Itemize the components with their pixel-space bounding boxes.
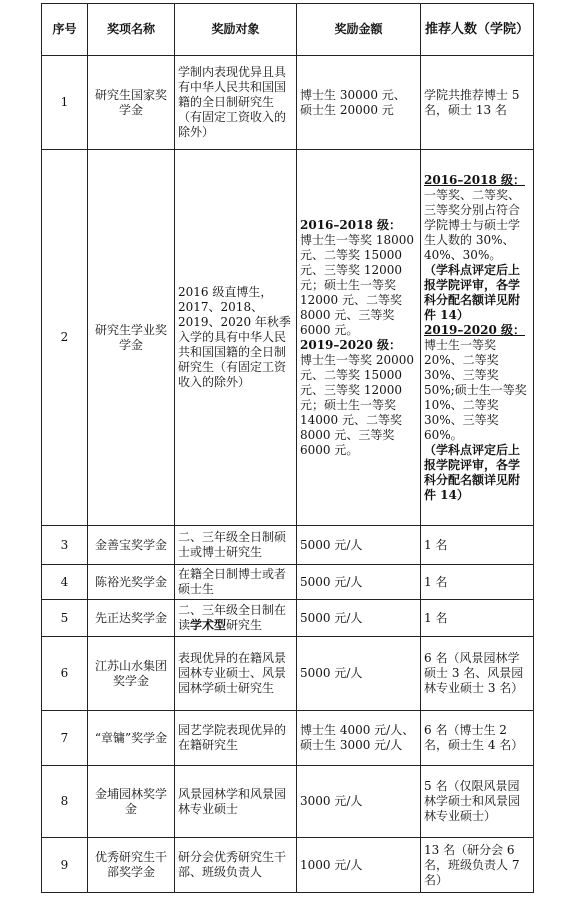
row-amount: 5000 元/人 — [297, 637, 421, 711]
header-name: 奖项名称 — [88, 4, 175, 56]
row-seq: 5 — [42, 600, 88, 637]
quota-cohort-text: 博士生一等奖 20%、二等奖 30%、三等奖 50%;硕士生一等奖 10%、二等奖 30%、三等奖 60%。 — [424, 337, 527, 442]
header-target: 奖励对象 — [175, 4, 297, 56]
row-target: 二、三年级全日制硕士或博士研究生 — [175, 526, 297, 565]
quota-cohort-text: 一等奖、二等奖、三等奖分别占符合学院博士与硕士学生人数的 30%、40%、30%。 — [424, 187, 521, 262]
table-row — [42, 150, 534, 526]
row-seq: 9 — [42, 838, 88, 893]
row-award-name: 金埔园林奖学金 — [88, 766, 175, 838]
table-row — [42, 56, 534, 150]
header-seq: 序号 — [42, 4, 88, 56]
row-target: 学制内表现优异且具有中华人民共和国国籍的全日制研究生（有固定工资收入的除外） — [175, 56, 297, 150]
table-row — [42, 565, 534, 600]
row-target: 2016 级直博生，2017、2018、2019、2020 年秋季入学的具有中华人民共和国国籍的全日制研究生（有固定工资收入的除外） — [175, 150, 297, 526]
amount-cohort-text: 博士生一等奖 20000 元、二等奖 15000 元、三等奖 12000 元；硕士生一等奖 14000 元、二等奖 8000 元、三等奖 6000 元。 — [300, 352, 414, 457]
row-target: 表现优异的在籍风景园林专业硕士、风景园林学硕士研究生 — [175, 637, 297, 711]
scholarship-table — [41, 3, 534, 893]
quota-note: （学科点评定后上报学院评审，各学科分配名额详见附件 14） — [424, 442, 521, 502]
row-quota: 1 名 — [421, 565, 534, 600]
row-quota: 学院共推荐博士 5 名，硕士 13 名 — [421, 56, 534, 150]
row-amount: 1000 元/人 — [297, 838, 421, 893]
amount-cohort-text: 博士生一等奖 18000 元、二等奖 15000 元、三等奖 12000 元；硕士生一等奖 12000 元、二等奖 8000 元、三等奖 6000 元。 — [300, 232, 414, 337]
row-seq: 2 — [42, 150, 88, 526]
header-amount: 奖励金额 — [297, 4, 421, 56]
table-row — [42, 711, 534, 766]
table-row — [42, 766, 534, 838]
row-target: 在籍全日制博士或者硕士生 — [175, 565, 297, 600]
row-award-name: “章镛”奖学金 — [88, 711, 175, 766]
quota-cohort-heading: 2016–2018 级： — [424, 172, 525, 187]
row-amount: 3000 元/人 — [297, 766, 421, 838]
target-text: 二、三年级全日制在读 — [178, 603, 287, 632]
row-award-name: 研究生国家奖学金 — [88, 56, 175, 150]
row-amount: 5000 元/人 — [297, 600, 421, 637]
row-quota: 6 名（博士生 2 名，硕士生 4 名） — [421, 711, 534, 766]
amount-cohort-heading: 2019–2020 级： — [300, 337, 401, 352]
row-quota: 1 名 — [421, 600, 534, 637]
row-award-name: 优秀研究生干部奖学金 — [88, 838, 175, 893]
row-amount: 博士生 4000 元/人、硕士生 3000 元/人 — [297, 711, 421, 766]
table-row — [42, 637, 534, 711]
row-amount — [297, 150, 421, 526]
row-seq: 6 — [42, 637, 88, 711]
quota-cohort-heading: 2019–2020 级： — [424, 322, 525, 337]
row-target: 风景园林学和风景园林专业硕士 — [175, 766, 297, 838]
row-seq: 4 — [42, 565, 88, 600]
row-award-name: 金善宝奖学金 — [88, 526, 175, 565]
header-quota: 推荐人数（学院） — [421, 4, 534, 56]
row-quota: 13 名（研分会 6 名，班级负责人 7 名） — [421, 838, 534, 893]
quota-note: （学科点评定后上报学院评审，各学科分配名额详见附件 14） — [424, 262, 521, 322]
row-target: 研分会优秀研究生干部、班级负责人 — [175, 838, 297, 893]
table-row — [42, 526, 534, 565]
row-amount: 博士生 30000 元、硕士生 20000 元 — [297, 56, 421, 150]
table-row — [42, 838, 534, 893]
table-row — [42, 600, 534, 637]
row-seq: 7 — [42, 711, 88, 766]
row-seq: 1 — [42, 56, 88, 150]
row-award-name: 先正达奖学金 — [88, 600, 175, 637]
row-quota — [421, 150, 534, 526]
row-award-name: 陈裕光奖学金 — [88, 565, 175, 600]
row-target — [175, 600, 297, 637]
row-award-name: 研究生学业奖学金 — [88, 150, 175, 526]
target-text: 研究生 — [226, 618, 263, 632]
row-quota: 6 名（风景园林学硕士 3 名、风景园林专业硕士 3 名） — [421, 637, 534, 711]
target-emphasis: 学术型 — [190, 618, 227, 632]
header-row — [42, 4, 534, 56]
row-target: 园艺学院表现优异的在籍研究生 — [175, 711, 297, 766]
row-amount: 5000 元/人 — [297, 565, 421, 600]
row-quota: 5 名（仅限风景园林学硕士和风景园林专业硕士） — [421, 766, 534, 838]
row-amount: 5000 元/人 — [297, 526, 421, 565]
row-seq: 8 — [42, 766, 88, 838]
row-seq: 3 — [42, 526, 88, 565]
amount-cohort-heading: 2016–2018 级： — [300, 217, 401, 232]
row-award-name: 江苏山水集团奖学金 — [88, 637, 175, 711]
row-quota: 1 名 — [421, 526, 534, 565]
